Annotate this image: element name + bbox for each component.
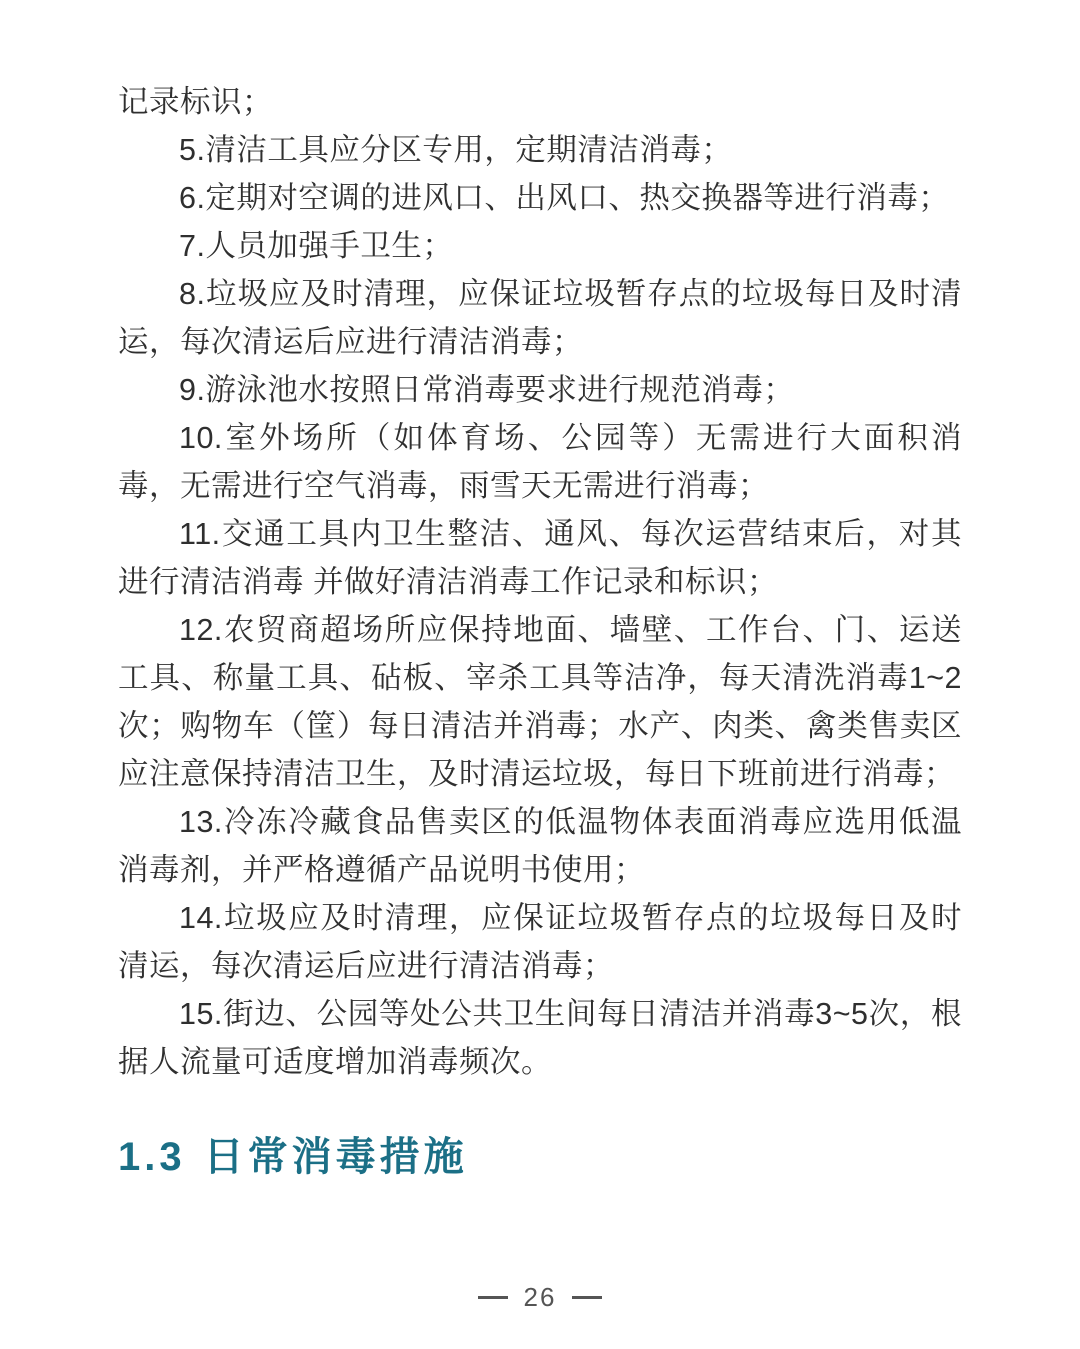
page-footer (0, 1282, 1080, 1313)
paragraph: 7.人员加强手卫生； (179, 229, 454, 263)
paragraph: 6.定期对空调的进风口、出风口、热交换器等进行消毒； (179, 181, 950, 215)
paragraph: 8.垃圾应及时清理，应保证垃圾暂存点的垃圾每日及时清运，每次清运后应进行清洁消毒； (118, 277, 962, 359)
paragraph: 记录标识； (118, 85, 273, 119)
footer-dash-left-icon (478, 1296, 508, 1299)
section-heading (118, 1130, 962, 1184)
paragraph: 12.农贸商超场所应保持地面、墙壁、工作台、门、运送工具、称量工具、砧板、宰杀工具等洁净，每天清洗消毒1~2次；购物车（筐）每日清洁并消毒；水产、肉类、禽类售卖区应注意保持清洁卫生，及时清运垃圾，每日下班前进行消毒； (118, 613, 962, 791)
paragraph: 10.室外场所（如体育场、公园等）无需进行大面积消毒，无需进行空气消毒，雨雪天无需进行消毒； (118, 421, 962, 503)
body-text-block (118, 78, 962, 1086)
section-number: 1.3 (118, 1135, 186, 1179)
footer-dash-right-icon (572, 1296, 602, 1299)
section-title: 日常消毒措施 (203, 1135, 468, 1179)
paragraph: 11.交通工具内卫生整洁、通风、每次运营结束后，对其进行清洁消毒 并做好清洁消毒工作记录和标识； (118, 517, 962, 599)
paragraph: 14.垃圾应及时清理，应保证垃圾暂存点的垃圾每日及时清运，每次清运后应进行清洁消毒； (118, 901, 962, 983)
paragraph: 9.游泳池水按照日常消毒要求进行规范消毒； (179, 373, 795, 407)
paragraph: 5.清洁工具应分区专用，定期清洁消毒； (179, 133, 733, 167)
page-number: 26 (523, 1282, 557, 1312)
paragraph: 15.街边、公园等处公共卫生间每日清洁并消毒3~5次，根据人流量可适度增加消毒频次。 (118, 997, 962, 1079)
paragraph: 13.冷冻冷藏食品售卖区的低温物体表面消毒应选用低温消毒剂，并严格遵循产品说明书使用； (118, 805, 962, 887)
